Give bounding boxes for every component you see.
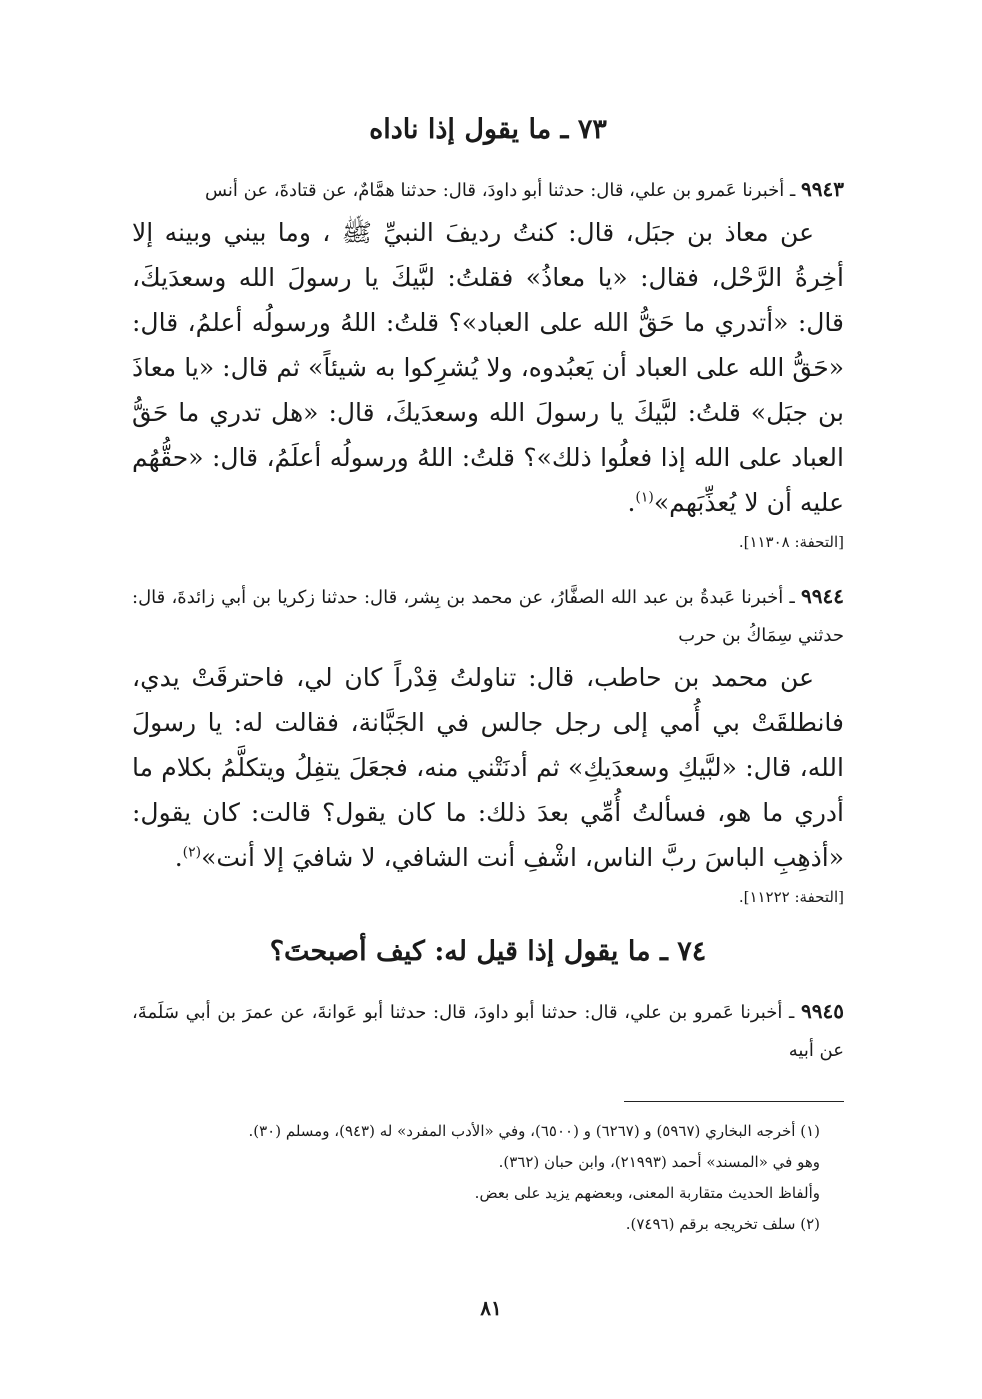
- hadith-9945-chain-text: ـ أخبرنا عَمرو بن علي، قال: حدثنا أبو داودَ، قال: حدثنا أبو عَوانةَ، عن عمرَ بن أبي سَلَمةَ، عن أبيه: [132, 1002, 844, 1061]
- hadith-9944-text: عن محمد بن حاطب، قال: تناولتُ قِدْراً كان لي، فاحترقَتْ يدي، فانطلقَتْ بي أُمي إلى رجل جالس في الجَبَّانة، فقالت له: يا رسولَ الله، قال: «لبَّيكِ وسعدَيكِ» ثم أدنَتْني منه، فجعَلَ يتفِلُ ويتكلَّمُ بكلام ما أدري ما هو، فسألتُ أُمِّي بعدَ ذلك: ما كان يقول؟ قالت: كان يقول: «أذهِبِ الباسَ ربَّ الناس، اشْفِ أنت الشافي، لا شافيَ إلا أنت»$^{(٢)}$.: [132, 663, 844, 872]
- footnote-ref-2[interactable]: (٢): [182, 844, 202, 861]
- hadith-9943-tuhfa: [التحفة: ١١٣٠٨].: [738, 533, 844, 551]
- chapter-73-title: ٧٣ ـ ما يقول إذا ناداه: [369, 114, 607, 145]
- hadith-9943-chain: [132, 170, 844, 210]
- footnote-divider: [624, 1101, 844, 1102]
- hadith-9943-number: ٩٩٤٣: [801, 177, 844, 201]
- chapter-74-title: ٧٤ ـ ما يقول إذا قيل له: كيف أصبحتَ؟: [269, 936, 707, 967]
- page-content: [132, 100, 844, 1070]
- hadith-9945-number: ٩٩٤٥: [801, 999, 844, 1023]
- hadith-9944-body: عن محمد بن حاطب، قال: تناولتُ قِدْراً كان لي، فاحترقَتْ يدي، فانطلقَتْ بي أُمي إلى رجل جالس في الجَبَّانة، فقالت له: يا رسولَ الله، قال: «لبَّيكِ وسعدَيكِ» ثم أدنَتْني منه، فجعَلَ يتفِلُ ويتكلَّمُ بكلام ما أدري ما هو، فسألتُ أُمِّي بعدَ ذلك: ما كان يقول؟ قالت: كان يقول: «أذهِبِ الباسَ ربَّ الناس، اشْفِ أنت الشافي، لا شافيَ إلا أنت»: [132, 663, 844, 872]
- hadith-9945-chain: [132, 992, 844, 1070]
- footnote-1: (١) أخرجه البخاري (٥٩٦٧) و (٦٢٦٧) و (٦٥٠٠)، وفي «الأدب المفرد» له (٩٤٣)، ومسلم (٣٠).: [248, 1122, 820, 1140]
- hadith-9943-chain-text: ـ أخبرنا عَمرو بن علي، قال: حدثنا أبو داودَ، قال: حدثنا همَّامٌ، عن قتادةَ، عن أنس: [204, 180, 802, 201]
- hadith-9944-chain-text: ـ أخبرنا عَبدةُ بن عبد الله الصفَّارُ، عن محمد بن بِشر، قال: حدثنا زكريا بن أبي زائدةَ، قال: حدثني سِمَاكُ بن حرب: [132, 587, 844, 646]
- footnote-1-cont-b: وألفاظ الحديث متقاربة المعنى، وبعضهم يزيد على بعض.: [474, 1184, 820, 1202]
- footnote-2: (٢) سلف تخريجه برقم (٧٤٩٦).: [625, 1215, 820, 1233]
- footnote-ref-1[interactable]: (١): [635, 489, 654, 506]
- hadith-9944-chain: [132, 577, 844, 655]
- footnote-1-cont-a: وهو في «المسند» أحمد (٢١٩٩٣)، وابن حبان (٣٦٢).: [498, 1153, 820, 1171]
- page-number: ٨١: [480, 1296, 502, 1320]
- footnotes: [150, 1116, 820, 1240]
- hadith-9944-tuhfa: [التحفة: ١١٢٢٢].: [738, 888, 844, 906]
- hadith-9944-number: ٩٩٤٤: [801, 584, 844, 608]
- hadith-9943-body: عن معاذ بن جبَل، قال: كنتُ رديفَ النبيِّ ﷺ ، وما بيني وبينه إلا أخِرةُ الرَّحْل، فقال: «يا معاذُ» فقلتُ: لبَّيكَ يا رسولَ الله وسعدَيكَ، قال: «أتدري ما حَقُّ الله على العباد»؟ قلتُ: اللهُ ورسولُه أعلمُ، قال: «حَقُّ الله على العباد أن يَعبُدوه، ولا يُشرِكوا به شيئاً» ثم قال: «يا معاذَ بن جبَل» قلتُ: لبَّيكَ يا رسولَ الله وسعدَيكَ، قال: «هل تدري ما حَقُّ العباد على الله إذا فعلُوا ذلك»؟ قلتُ: اللهُ ورسولُه أعلَمُ، قال: «حقُّهُم عليه أن لا يُعذِّبَهم»: [132, 218, 844, 517]
- hadith-9943-text: عن معاذ بن جبَل، قال: كنتُ رديفَ النبيِّ ﷺ ، وما بيني وبينه إلا أخِرةُ الرَّحْل، فقال: «يا معاذُ» فقلتُ: لبَّيكَ يا رسولَ الله وسعدَيكَ، قال: «أتدري ما حَقُّ الله على العباد»؟ قلتُ: اللهُ ورسولُه أعلمُ، قال: «حَقُّ الله على العباد أن يَعبُدوه، ولا يُشرِكوا به شيئاً» ثم قال: «يا معاذَ بن جبَل» قلتُ: لبَّيكَ يا رسولَ الله وسعدَيكَ، قال: «هل تدري ما حَقُّ العباد على الله إذا فعلُوا ذلك»؟ قلتُ: اللهُ ورسولُه أعلَمُ، قال: «حقُّهُم عليه أن لا يُعذِّبَهم»$^{(١)}$.: [132, 218, 844, 517]
